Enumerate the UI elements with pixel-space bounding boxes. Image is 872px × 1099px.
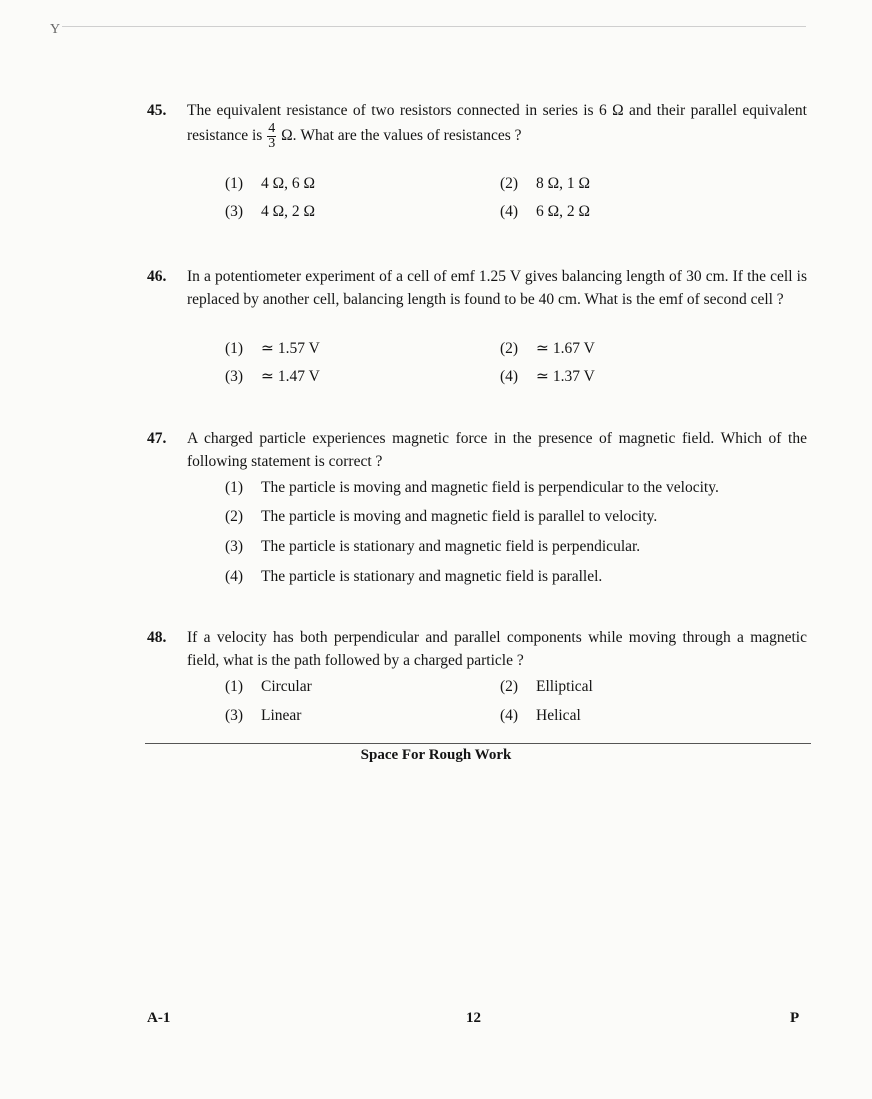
question-number: 47. [147, 430, 167, 447]
question-text: A charged particle experiences magnetic force in the presence of magnetic field. Which of the following statement is correct ? [187, 430, 807, 470]
corner-mark: Y [50, 22, 61, 37]
option-4[interactable]: (4) Helical [500, 707, 581, 724]
option-2[interactable]: (2) ≃ 1.67 V [500, 340, 595, 357]
option-2[interactable]: (2) The particle is moving and magnetic field is parallel to velocity. [225, 508, 658, 525]
question-text: In a potentiometer experiment of a cell of emf 1.25 V gives balancing length of 30 cm. If the cell is replaced by another cell, balancing length is found to be 40 cm. What is the emf of second cell ? [187, 268, 807, 308]
footer-page-number: 12 [466, 1010, 481, 1026]
question-text: If a velocity has both perpendicular and parallel components while moving through a magnetic field, what is the path followed by a charged particle ? [187, 629, 807, 669]
question-text: The equivalent resistance of two resistors connected in series is 6 Ω and their parallel equivalent resistance is $\frac{4}{3}$ Ω. What are the values of resistances ? [187, 102, 807, 151]
option-3[interactable]: (3) Linear [225, 707, 302, 724]
question-number: 48. [147, 629, 167, 646]
option-1[interactable]: (1) 4 Ω, 6 Ω [225, 175, 316, 192]
option-1[interactable]: (1) The particle is moving and magnetic field is perpendicular to the velocity. [225, 479, 719, 496]
option-2[interactable]: (2) Elliptical [500, 678, 593, 695]
top-rule [62, 26, 806, 27]
footer-series-code: P [790, 1010, 800, 1026]
option-3[interactable]: (3) 4 Ω, 2 Ω [225, 203, 316, 220]
option-1[interactable]: (1) ≃ 1.57 V [225, 340, 320, 357]
option-2[interactable]: (2) 8 Ω, 1 Ω [500, 175, 591, 192]
question-number: 45. [147, 102, 167, 119]
fraction: $\frac{4}{3}$ [268, 121, 276, 151]
option-3[interactable]: (3) The particle is stationary and magnetic field is perpendicular. [225, 538, 641, 555]
option-4[interactable]: (4) The particle is stationary and magnetic field is parallel. [225, 568, 603, 585]
footer-booklet-code: A-1 [147, 1010, 171, 1026]
option-4[interactable]: (4) ≃ 1.37 V [500, 368, 595, 385]
divider [145, 743, 811, 744]
question-number: 46. [147, 268, 167, 285]
option-3[interactable]: (3) ≃ 1.47 V [225, 368, 320, 385]
option-4[interactable]: (4) 6 Ω, 2 Ω [500, 203, 591, 220]
rough-work-heading: Space For Rough Work [360, 747, 512, 763]
option-1[interactable]: (1) Circular [225, 678, 312, 695]
